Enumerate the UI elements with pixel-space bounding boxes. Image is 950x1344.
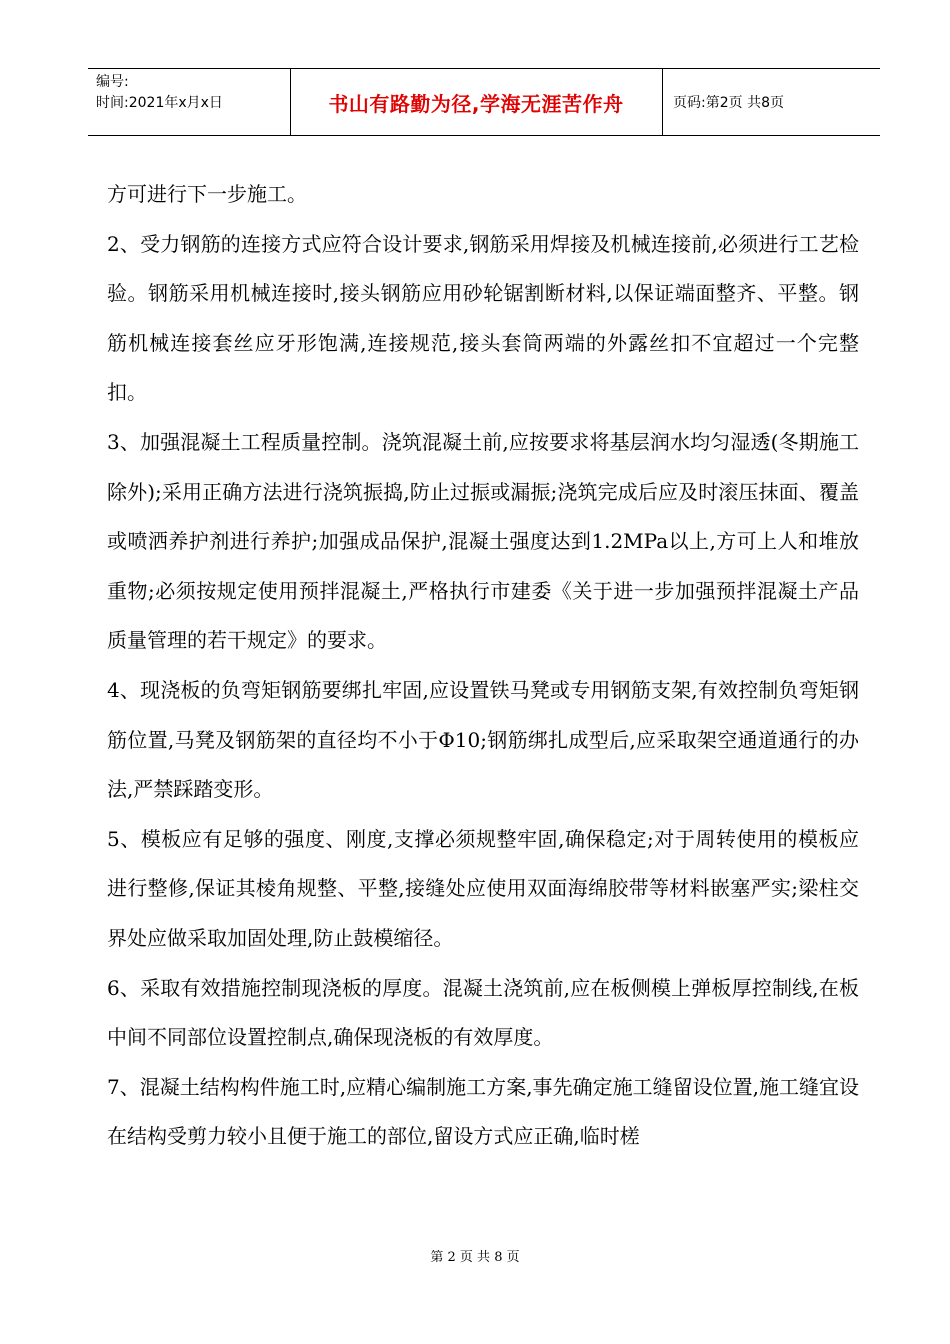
paragraph-item-3: 3、加强混凝土工程质量控制。浇筑混凝土前,应按要求将基层润水均匀湿透(冬期施工除外);采用正确方法进行浇筑振捣,防止过振或漏振;浇筑完成后应及时滚压抹面、覆盖或喷洒养护剂进行养护;加强成品保护,混凝土强度达到1.2MPa以上,方可上人和堆放重物;必须按规定使用预拌混凝土,严格执行市建委《关于进一步加强预拌混凝土产品质量管理的若干规定》的要求。 <box>107 429 859 653</box>
page-footer: 第 2 页 共 8 页 <box>430 1250 520 1265</box>
paragraph-item-5: 5、模板应有足够的强度、刚度,支撑必须规整牢固,确保稳定;对于周转使用的模板应进行整修,保证其棱角规整、平整,接缝处应使用双面海绵胶带等材料嵌塞严实;梁柱交界处应做采取加固处理,防止鼓模缩径。 <box>107 826 859 950</box>
document-number-label: 编号: <box>96 74 129 90</box>
paragraph-item-2: 2、受力钢筋的连接方式应符合设计要求,钢筋采用焊接及机械连接前,必须进行工艺检验。钢筋采用机械连接时,接头钢筋应用砂轮锯割断材料,以保证端面整齐、平整。钢筋机械连接套丝应牙形饱满,连接规范,接头套筒两端的外露丝扣不宜超过一个完整扣。 <box>107 231 859 405</box>
paragraph-continuation: 方可进行下一步施工。 <box>107 182 307 206</box>
document-body <box>107 170 859 1162</box>
header-page-info: 页码:第2页 共8页 <box>673 95 784 111</box>
paragraph-item-6: 6、采取有效措施控制现浇板的厚度。混凝土浇筑前,应在板侧模上弹板厚控制线,在板中间不同部位设置控制点,确保现浇板的有效厚度。 <box>107 975 859 1050</box>
header-meta <box>96 72 286 114</box>
document-time-label: 时间:2021年x月x日 <box>96 95 223 111</box>
paragraph-item-7: 7、混凝土结构构件施工时,应精心编制施工方案,事先确定施工缝留设位置,施工缝宜设在结构受剪力较小且便于施工的部位,留设方式应正确,临时槎 <box>107 1074 859 1149</box>
header-divider-right <box>662 69 663 135</box>
document-header <box>88 68 880 136</box>
paragraph-item-4: 4、现浇板的负弯矩钢筋要绑扎牢固,应设置铁马凳或专用钢筋支架,有效控制负弯矩钢筋位置,马凳及钢筋架的直径均不小于Φ10;钢筋绑扎成型后,应采取架空通道通行的办法,严禁踩踏变形。 <box>107 677 859 802</box>
header-motto: 书山有路勤为径,学海无涯苦作舟 <box>328 91 624 116</box>
